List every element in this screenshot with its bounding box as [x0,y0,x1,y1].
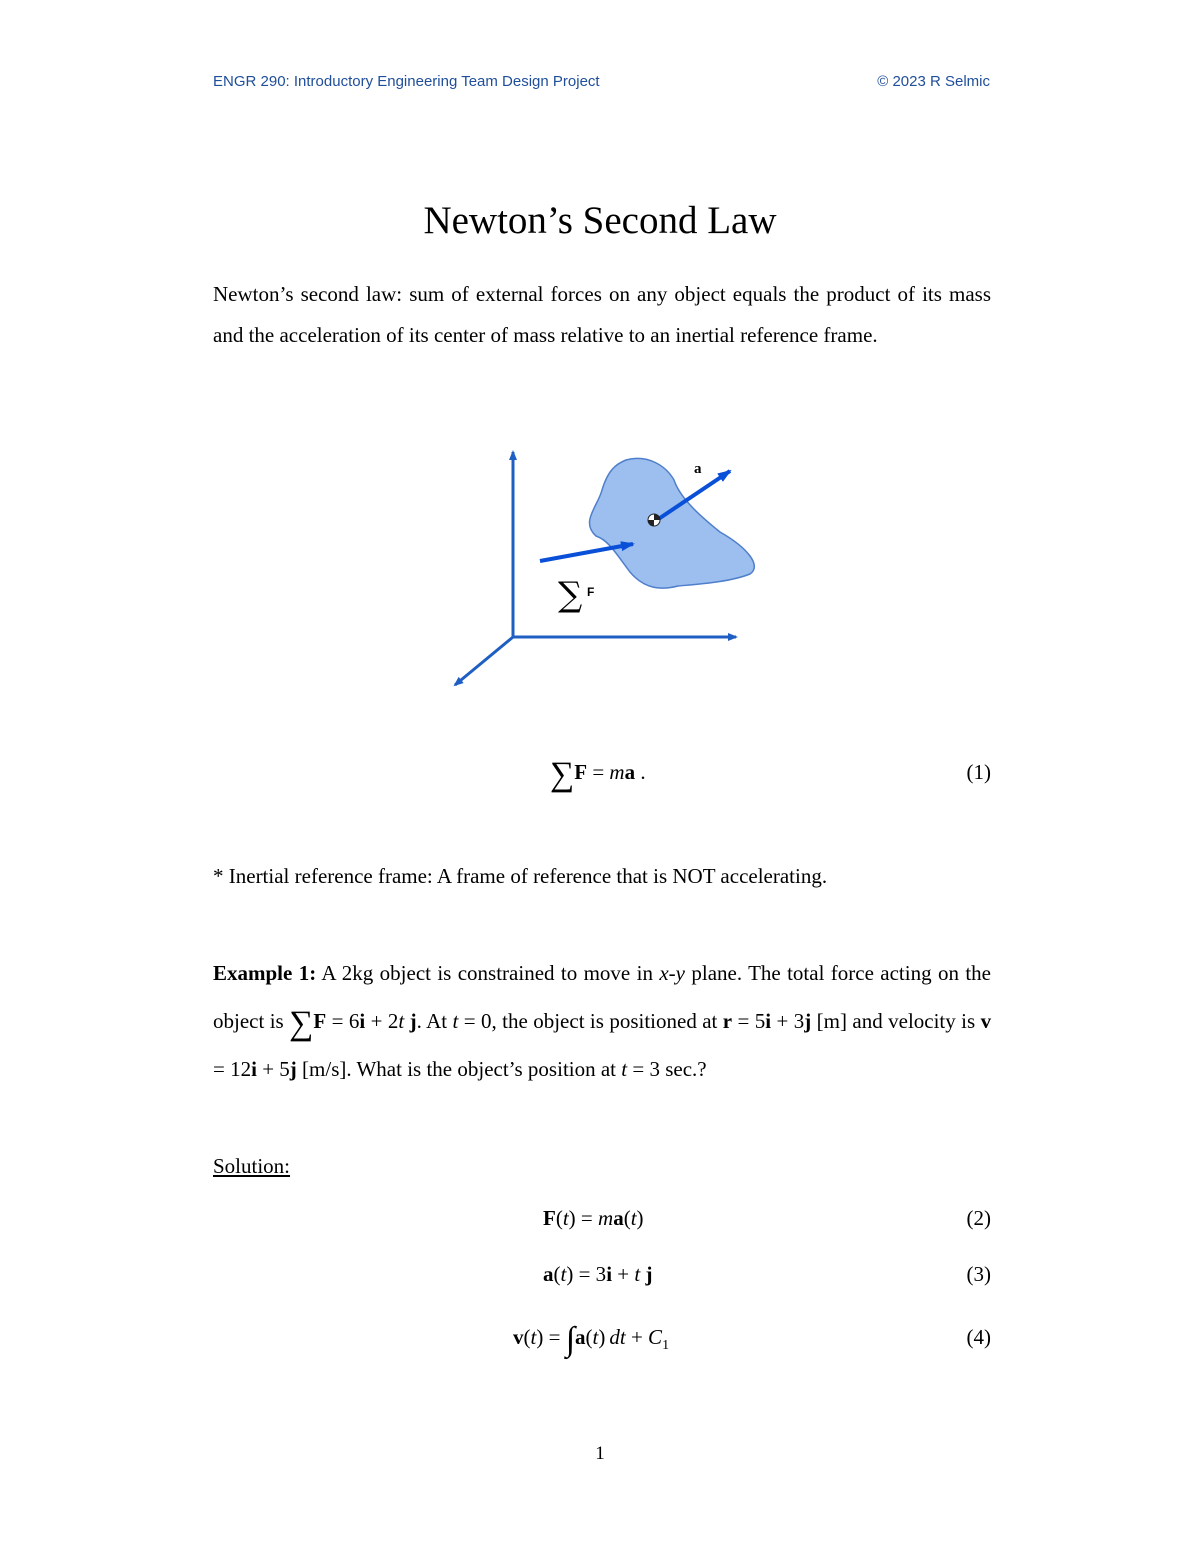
accel-label: a [694,461,702,477]
force-label: F [587,585,595,599]
header-course: ENGR 290: Introductory Engineering Team Design Project [213,73,600,90]
equation-3: a(t) = 3i + t j (3) [543,1262,991,1286]
page-number: 1 [595,1443,605,1464]
equation-2: F(t) = ma(t) (2) [543,1206,991,1230]
equation-number: (4) [966,1325,991,1349]
center-of-mass-icon [648,514,660,526]
equation-1: ∑F = ma . (1) [550,756,991,793]
y-axis [455,637,513,685]
page-title: Newton’s Second Law [423,199,777,242]
equation-number: (1) [966,760,991,784]
newton-law-figure [430,440,770,700]
header-copyright: © 2023 R Selmic [877,73,990,90]
equation-4: v(t) = ∫a(t) dt + $C_1$ (4) [513,1321,991,1358]
rigid-body [589,458,754,588]
example-paragraph: Example 1: A 2kg object is constrained to move in x-y plane. The total force acting on the object is ∑F = 6i + 2t j. At t = 0, the object is positioned at r = 5i + 3j [m] and velocity is v = 12i + 5j [m/s]. What is the object’s position at t = 3 sec.? [213,961,992,1081]
intro-paragraph: Newton’s second law: sum of external forces on any object equals the product of its mass and the acceleration of its center of mass relative to an inertial reference frame. [213,282,991,347]
force-sigma: ∑ [558,575,583,615]
solution-label: Solution: [213,1154,291,1178]
inertial-note: * Inertial reference frame: A frame of reference that is NOT accelerating. [213,864,828,888]
equation-number: (3) [966,1262,991,1286]
equation-number: (2) [966,1206,991,1230]
